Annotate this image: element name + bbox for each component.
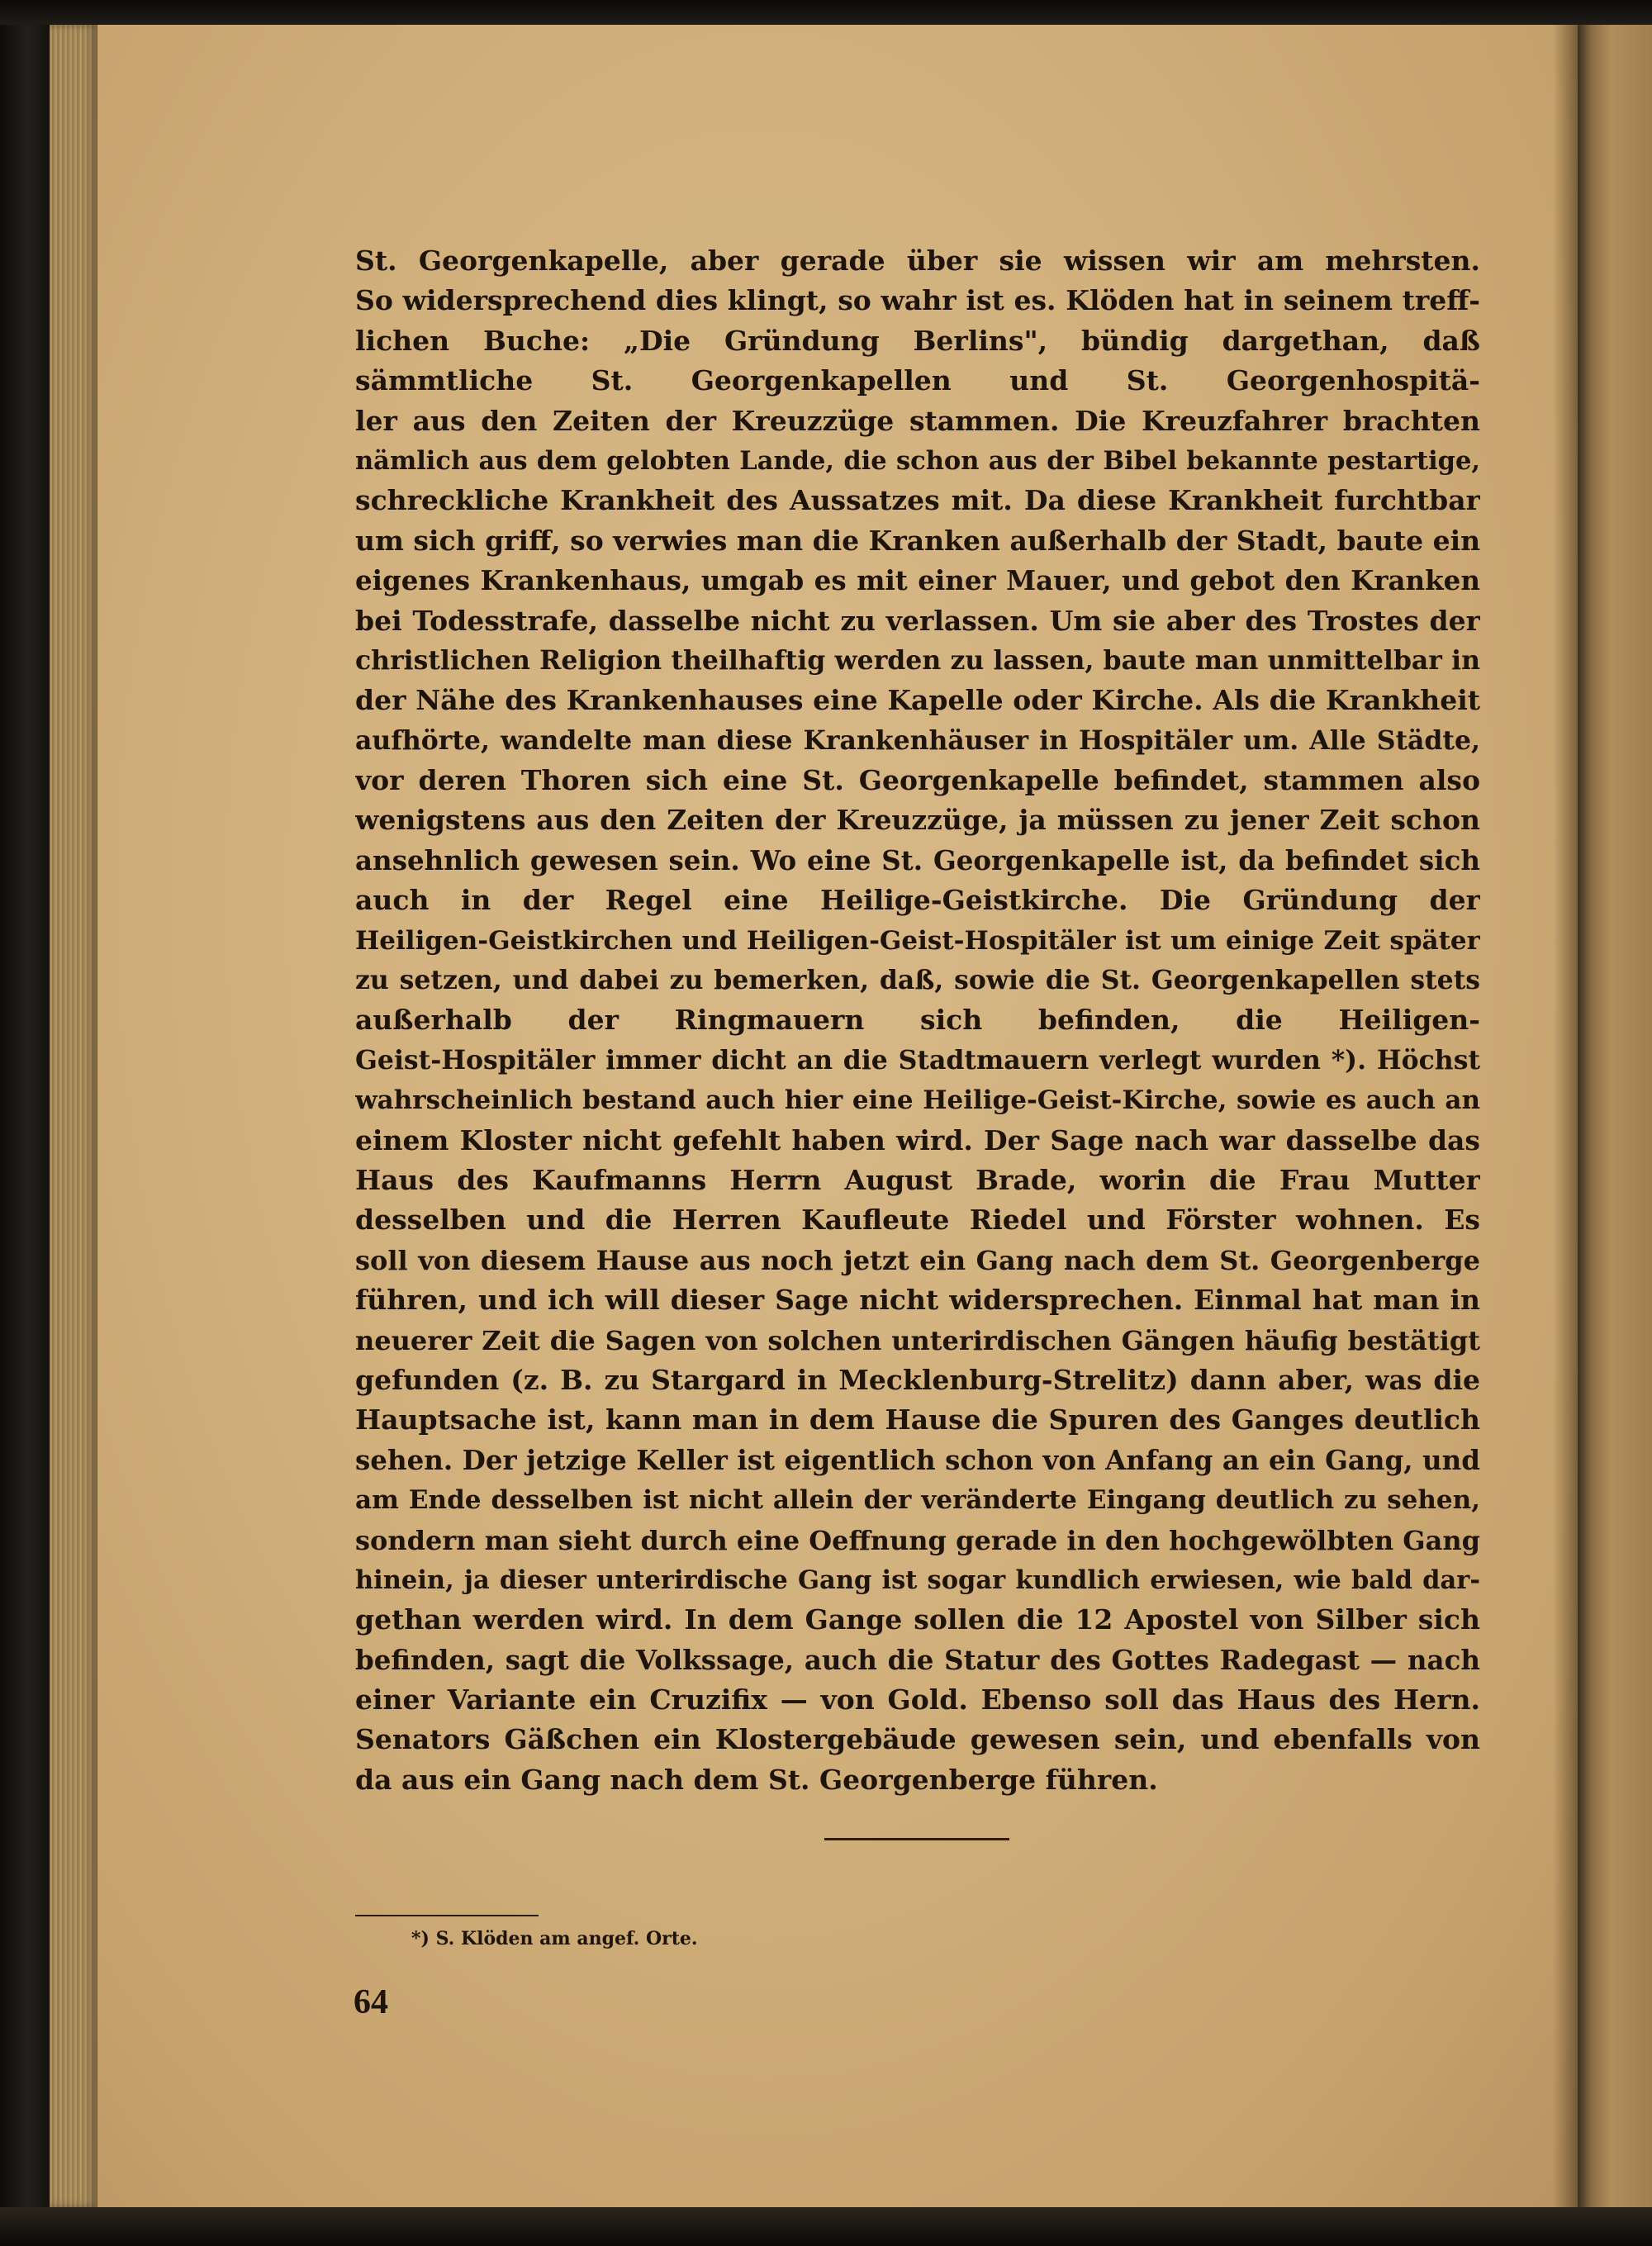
text-line: wahrscheinlich bestand auch hier eine Heilige-Geist-Kirche, sowie es auch an — [355, 1085, 1480, 1116]
book-cover-left-edge — [0, 0, 50, 2246]
text-line: schreckliche Krankheit des Aussatzes mit. Da diese Krankheit furchtbar — [355, 484, 1480, 517]
text-line: sondern man sieht durch eine Oeffnung gerade in den hochgewölbten Gang — [355, 1524, 1480, 1556]
page-number: 64 — [354, 1983, 388, 2021]
text-line: außerhalb der Ringmauern sich befinden, die Heiligen- — [355, 1004, 1480, 1037]
footnote-divider — [355, 1915, 539, 1916]
text-line: Geist-Hospitäler immer dicht an die Stadtmauern verlegt wurden *). Höchst — [355, 1044, 1480, 1076]
gutter-shadow — [1553, 25, 1578, 2207]
text-line: neuerer Zeit die Sagen von solchen unterirdischen Gängen häufig bestätigt — [355, 1324, 1480, 1356]
text-line: christlichen Religion theilhaftig werden zu lassen, baute man unmittelbar in — [355, 644, 1480, 676]
footnote: *) S. Klöden am angef. Orte. — [411, 1928, 698, 1949]
text-line: sämmtliche St. Georgenkapellen und St. Georgenhospitä- — [355, 364, 1480, 397]
body-text — [355, 241, 1480, 1800]
text-line: gethan werden wird. In dem Gange sollen die 12 Apostel von Silber sich — [355, 1603, 1480, 1636]
text-line: führen, und ich will dieser Sage nicht widersprechen. Einmal hat man in — [355, 1284, 1480, 1317]
text-line: ansehnlich gewesen sein. Wo eine St. Georgenkapelle ist, da befindet sich — [355, 843, 1480, 876]
text-line: soll von diesem Hause aus noch jetzt ein Gang nach dem St. Georgenberge — [355, 1244, 1480, 1276]
text-line: eigenes Krankenhaus, umgab es mit einer Mauer, und gebot den Kranken — [355, 564, 1480, 597]
text-line: am Ende desselben ist nicht allein der veränderte Eingang deutlich zu sehen, — [355, 1485, 1480, 1516]
text-line: gefunden (z. B. zu Stargard in Mecklenburg-Strelitz) dann aber, was die — [355, 1363, 1480, 1396]
book-cover-bottom-edge — [0, 2207, 1652, 2246]
text-line: wenigstens aus den Zeiten der Kreuzzüge, ja müssen zu jener Zeit schon — [355, 804, 1480, 837]
text-line: bei Todesstrafe, dasselbe nicht zu verlassen. Um sie aber des Trostes der — [355, 604, 1480, 637]
book-cover-top-edge — [0, 0, 1652, 25]
text-line: um sich griff, so verwies man die Kranken außerhalb der Stadt, baute ein — [355, 524, 1480, 557]
text-line: befinden, sagt die Volkssage, auch die Statur des Gottes Radegast — nach — [355, 1643, 1480, 1676]
text-line: Senators Gäßchen ein Klostergebäude gewesen sein, und ebenfalls von — [355, 1723, 1480, 1756]
text-line: desselben und die Herren Kaufleute Riedel und Förster wohnen. Es — [355, 1204, 1480, 1237]
text-line: einem Kloster nicht gefehlt haben wird. Der Sage nach war dasselbe das — [355, 1123, 1480, 1156]
text-line: Haus des Kaufmanns Herrn August Brade, worin die Frau Mutter — [355, 1163, 1480, 1196]
text-line: So widersprechend dies klingt, so wahr ist es. Klöden hat in seinem treff- — [355, 284, 1480, 317]
text-line: aufhörte, wandelte man diese Krankenhäuser in Hospitäler um. Alle Städte, — [355, 724, 1480, 756]
text-line: auch in der Regel eine Heilige-Geistkirche. Die Gründung der — [355, 884, 1480, 917]
text-line: der Nähe des Krankenhauses eine Kapelle oder Kirche. Als die Krankheit — [355, 684, 1480, 717]
text-line: nämlich aus dem gelobten Lande, die schon aus der Bibel bekannte pestartige, — [355, 445, 1480, 476]
text-line: hinein, ja dieser unterirdische Gang ist sogar kundlich erwiesen, wie bald dar- — [355, 1565, 1480, 1595]
text-line: einer Variante ein Cruzifix — von Gold. Ebenso soll das Haus des Hern. — [355, 1683, 1480, 1717]
text-line: vor deren Thoren sich eine St. Georgenkapelle befindet, stammen also — [355, 764, 1480, 797]
text-line: zu setzen, und dabei zu bemerken, daß, sowie die St. Georgenkapellen stets — [355, 965, 1480, 996]
text-line: ler aus den Zeiten der Kreuzzüge stammen. Die Kreuzfahrer brachten — [355, 404, 1480, 437]
text-line: St. Georgenkapelle, aber gerade über sie wissen wir am mehrsten. — [355, 245, 1480, 277]
facing-page-sliver — [1578, 25, 1652, 2207]
section-divider — [824, 1838, 1009, 1840]
text-line: Heiligen-Geistkirchen und Heiligen-Geist-Hospitäler ist um einige Zeit später — [355, 925, 1480, 956]
text-line: Hauptsache ist, kann man in dem Hause die Spuren des Ganges deutlich — [355, 1403, 1480, 1436]
page-stack-edges — [50, 25, 97, 2207]
text-line: da aus ein Gang nach dem St. Georgenberge führen. — [355, 1763, 1158, 1796]
text-line: lichen Buche: „Die Gründung Berlins", bündig dargethan, daß — [355, 324, 1480, 357]
text-line: sehen. Der jetzige Keller ist eigentlich schon von Anfang an ein Gang, und — [355, 1443, 1480, 1476]
